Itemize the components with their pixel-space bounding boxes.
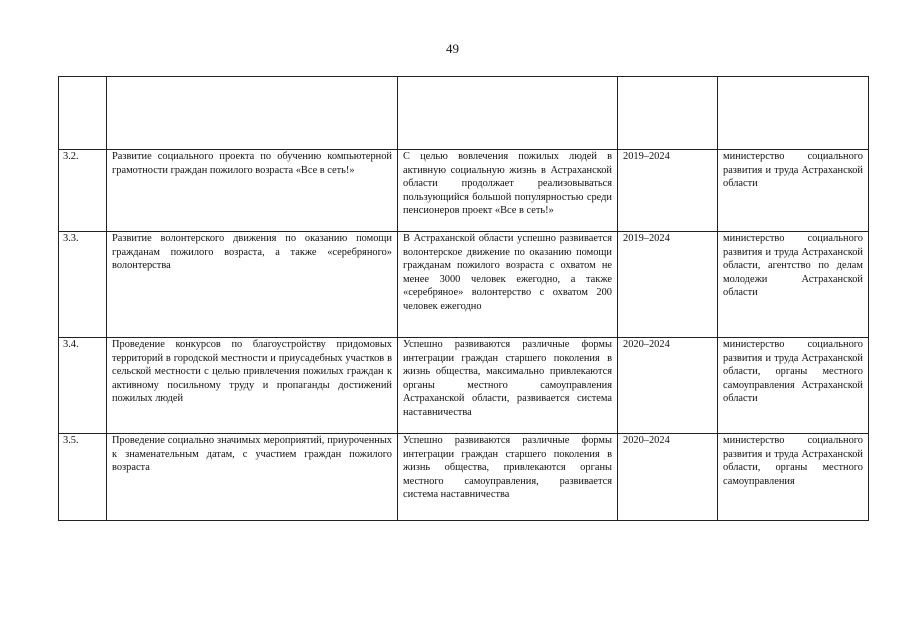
responsible-executor: министерство социального развития и труда Астраханской области, агентство по делам молодежи Астраханской области bbox=[718, 232, 869, 338]
table-row-continuation bbox=[59, 77, 869, 150]
expected-result: Успешно развиваются различные формы интеграции граждан старшего поколения в жизнь общества, привлекаются органы местного самоуправления, развивается система наставничества bbox=[398, 434, 618, 521]
activity-title: Проведение конкурсов по благоустройству придомовых территорий в городской местности и приусадебных участков в сельской местности с целью привлечения пожилых граждан к активному посильному труду и пропаганды достижений пожилых людей bbox=[107, 338, 398, 434]
activity-title: Развитие волонтерского движения по оказанию помощи гражданам пожилого возраста, а также «серебряного» волонтерства bbox=[107, 232, 398, 338]
row-number: 3.4. bbox=[59, 338, 107, 434]
empty-cell bbox=[618, 77, 718, 150]
page-number: 49 bbox=[446, 41, 459, 56]
expected-result: В Астраханской области успешно развивается волонтерское движение по оказанию помощи гражданам пожилого возраста с охватом не менее 3000 человек ежегодно, а также «серебряное» волонтерство с охватом 200 человек ежегодно bbox=[398, 232, 618, 338]
row-number: 3.3. bbox=[59, 232, 107, 338]
row-number: 3.2. bbox=[59, 150, 107, 232]
table-row bbox=[59, 338, 869, 434]
activity-title: Развитие социального проекта по обучению компьютерной грамотности граждан пожилого возраста «Все в сеть!» bbox=[107, 150, 398, 232]
table-row bbox=[59, 150, 869, 232]
table-row bbox=[59, 232, 869, 338]
activities-table bbox=[58, 76, 869, 521]
row-number: 3.5. bbox=[59, 434, 107, 521]
responsible-executor: министерство социального развития и труда Астраханской области, органы местного самоуправления bbox=[718, 434, 869, 521]
empty-cell bbox=[107, 77, 398, 150]
implementation-period: 2020–2024 bbox=[618, 434, 718, 521]
activity-title: Проведение социально значимых мероприятий, приуроченных к знаменательным датам, с участием граждан пожилого возраста bbox=[107, 434, 398, 521]
implementation-period: 2019–2024 bbox=[618, 232, 718, 338]
table-row bbox=[59, 434, 869, 521]
empty-cell bbox=[718, 77, 869, 150]
implementation-period: 2020–2024 bbox=[618, 338, 718, 434]
expected-result: Успешно развиваются различные формы интеграции граждан старшего поколения в жизнь общества, максимально привлекаются органы местного самоуправления Астраханской области, развивается система наставничества bbox=[398, 338, 618, 434]
responsible-executor: министерство социального развития и труда Астраханской области, органы местного самоуправления Астраханской области bbox=[718, 338, 869, 434]
implementation-period: 2019–2024 bbox=[618, 150, 718, 232]
empty-cell bbox=[398, 77, 618, 150]
expected-result: С целью вовлечения пожилых людей в активную социальную жизнь в Астраханской области продолжает реализовываться пользующийся большой популярностью среди пенсионеров проект «Все в сеть!» bbox=[398, 150, 618, 232]
empty-cell bbox=[59, 77, 107, 150]
responsible-executor: министерство социального развития и труда Астраханской области bbox=[718, 150, 869, 232]
